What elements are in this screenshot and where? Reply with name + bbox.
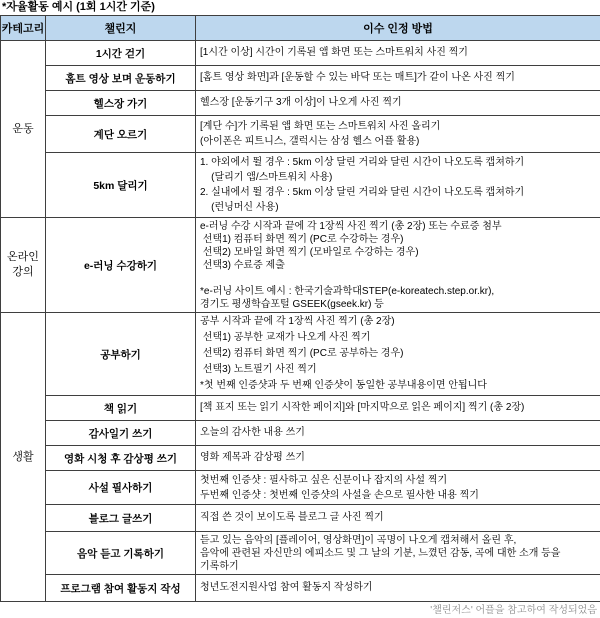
challenge-cell: 헬스장 가기 — [46, 91, 196, 116]
method-cell: 듣고 있는 음악의 [플레이어, 영상화면]이 곡명이 나오게 캡쳐해서 올린 후, 음악에 관련된 자신만의 에피소드 및 그 날의 기분, 느꼈던 감동, 곡에 대한 소개 등을 기록하기 — [196, 532, 600, 575]
source-note: '챌린저스' 어플을 참고하여 작성되었음 — [430, 605, 597, 616]
table-row — [1, 218, 600, 313]
method-cell: [책 표지 또는 읽기 시작한 페이지]와 [마지막으로 읽은 페이지] 찍기 (총 2장) — [196, 396, 600, 421]
method-cell: [홈트 영상 화면]과 [운동할 수 있는 바닥 또는 매트]가 같이 나온 사진 찍기 — [196, 66, 600, 91]
table-row — [1, 471, 600, 505]
table-row — [1, 446, 600, 471]
challenge-cell: 음악 듣고 기록하기 — [46, 532, 196, 575]
table-row — [1, 575, 600, 602]
header-category: 카테고리 — [1, 16, 46, 41]
method-cell: [계단 수]가 기록된 앱 화면 또는 스마트워치 사진 올리기 (아이폰은 피트니스, 갤럭시는 삼성 헬스 어플 활용) — [196, 116, 600, 153]
table-row — [1, 66, 600, 91]
method-cell: 첫번째 인증샷 : 필사하고 싶은 신문이나 잡지의 사설 찍기 두번째 인증샷 : 첫번째 인증샷의 사설을 손으로 필사한 내용 찍기 — [196, 471, 600, 505]
table-row — [1, 505, 600, 532]
challenge-cell: e-러닝 수강하기 — [46, 218, 196, 313]
table-row — [1, 532, 600, 575]
challenge-cell: 사설 필사하기 — [46, 471, 196, 505]
method-cell: 영화 제목과 감상평 쓰기 — [196, 446, 600, 471]
category-cell-online: 온라인 강의 — [1, 218, 46, 313]
method-cell: e-러닝 수강 시작과 끝에 각 1장씩 사진 찍기 (총 2장) 또는 수료증 첨부 선택1) 컴퓨터 화면 찍기 (PC로 수강하는 경우) 선택2) 모바일 화면 찍기 (모바일로 수강하는 경우) 선택3) 수료증 제출 *e-러닝 사이트 예시 : 한국기술과학대STEP(e-koreatech.step.or.kr), 경기도 평생학습포털 GSEEK(gseek.kr) 등 — [196, 218, 600, 313]
table-row — [1, 41, 600, 66]
challenge-cell: 1시간 걷기 — [46, 41, 196, 66]
method-cell: 청년도전지원사업 참여 활동지 작성하기 — [196, 575, 600, 602]
challenge-cell: 5km 달리기 — [46, 153, 196, 218]
header-method: 이수 인정 방법 — [196, 16, 600, 41]
method-cell: 1. 야외에서 뛸 경우 : 5km 이상 달린 거리와 달린 시간이 나오도록 캡쳐하기 (달리기 앱/스마트워치 사용) 2. 실내에서 뛸 경우 : 5km 이상 달린 거리와 달린 시간이 나오도록 캡쳐하기 (런닝머신 사용) — [196, 153, 600, 218]
challenge-cell: 책 읽기 — [46, 396, 196, 421]
table-row — [1, 313, 600, 396]
challenge-cell: 영화 시청 후 감상평 쓰기 — [46, 446, 196, 471]
table-row — [1, 421, 600, 446]
page-title: *자율활동 예시 (1회 1시간 기준) — [2, 1, 155, 13]
challenge-cell: 감사일기 쓰기 — [46, 421, 196, 446]
method-cell: 헬스장 [운동기구 3개 이상]이 나오게 사진 찍기 — [196, 91, 600, 116]
table-row — [1, 91, 600, 116]
header-row — [1, 16, 600, 41]
category-cell-life: 생활 — [1, 313, 46, 602]
table-row — [1, 396, 600, 421]
challenge-cell: 프로그램 참여 활동지 작성 — [46, 575, 196, 602]
challenge-cell: 계단 오르기 — [46, 116, 196, 153]
method-cell: 직접 쓴 것이 보이도록 블로그 글 사진 찍기 — [196, 505, 600, 532]
header-challenge: 챌린지 — [46, 16, 196, 41]
method-cell: 공부 시작과 끝에 각 1장씩 사진 찍기 (총 2장) 선택1) 공부한 교재가 나오게 사진 찍기 선택2) 컴퓨터 화면 찍기 (PC로 공부하는 경우) 선택3) 노트필기 사진 찍기 *첫 번째 인증샷과 두 번째 인증샷이 동일한 공부내용이면 안됩니다 — [196, 313, 600, 396]
challenge-cell: 블로그 글쓰기 — [46, 505, 196, 532]
table-row — [1, 116, 600, 153]
challenge-cell: 공부하기 — [46, 313, 196, 396]
method-cell: 오늘의 감사한 내용 쓰기 — [196, 421, 600, 446]
table-row — [1, 153, 600, 218]
category-cell-exercise: 운동 — [1, 41, 46, 218]
challenge-table — [0, 15, 600, 602]
method-cell: [1시간 이상] 시간이 기록된 앱 화면 또는 스마트워치 사진 찍기 — [196, 41, 600, 66]
challenge-cell: 홈트 영상 보며 운동하기 — [46, 66, 196, 91]
